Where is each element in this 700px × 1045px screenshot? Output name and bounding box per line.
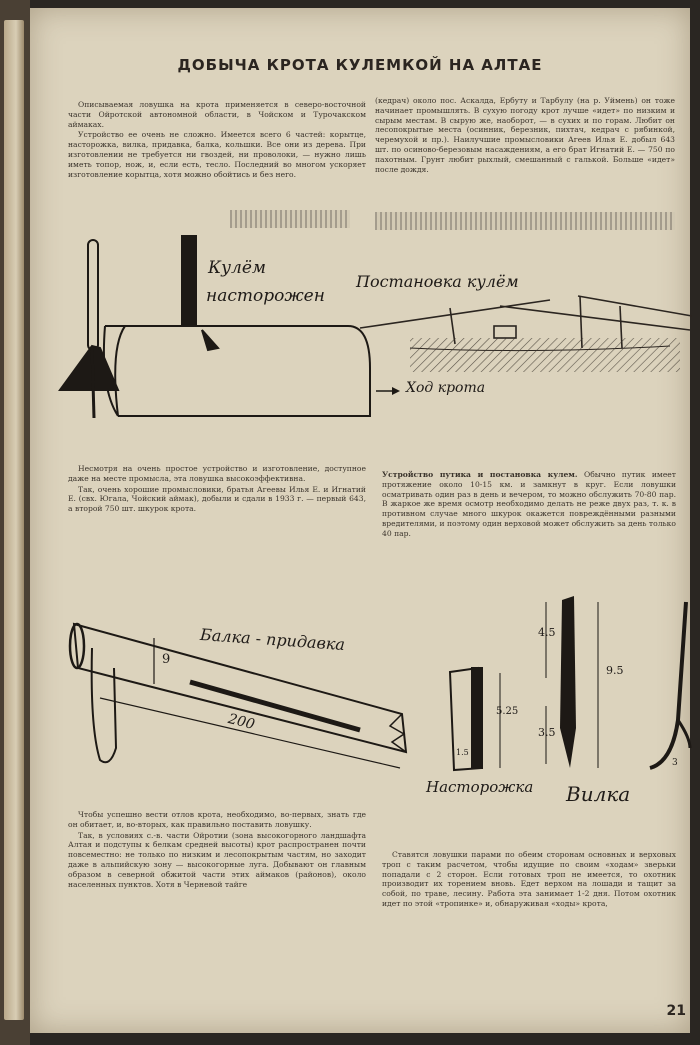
book-binding bbox=[0, 0, 30, 1045]
intro-right-p1: (кедрач) около пос. Аскалда, Ербуту и Тарбулу (на р. Уймень) он тоже начинает промышлять. В сухую погоду крот лучше «идет» по низким и сырым местам. В сырую же, наоборот, — в сухих и по горам. Любит он лесопокрытые места (осинник, березник, пихтач, кедрач с рябинкой, черемухой и пр.). Наилучшие промысловики Агеев Илья Е. добыл 643 шт. по осиново-березовым насаждениям, а его брат Игнатий Е. — 750 по пахотным. Грунт любит рыхлый, смешанный с галькой. Больше «идет» после дождя. bbox=[375, 96, 675, 174]
page-title: ДОБЫЧА КРОТА КУЛЕМКОЙ НА АЛТАЕ bbox=[177, 56, 543, 74]
mid-left-p2: Так, очень хорошие промысловики, братья Агеевы Илья Е. и Игнатий Е. (свх. Югала, Чойский аймак), добыли и сдали в 1933 г. — первый 643, а второй 750 шт. шкурок крота. bbox=[68, 484, 366, 514]
label-kulem-nastorozhen-1: Кулём bbox=[208, 258, 266, 278]
label-nastorozhka: Насторожка bbox=[426, 778, 534, 796]
label-khod-krota: Ход крота bbox=[406, 380, 486, 396]
intro-left-p2: Устройство ее очень не сложно. Имеется всего 6 частей: корытце, насторожка, вилка, придавка, балка, кольшки. Все они из дерева. При изготовлении не требуется ни гвоздей, ни проволоки, — нужно лишь иметь топор, нож, и, если есть, тесло. Последний во многом ускоряет изготовление корытца, хотя можно обойтись и без него. bbox=[68, 130, 366, 179]
label-kulem-nastorozhen-2: насторожен bbox=[206, 286, 325, 306]
bottom-left-column bbox=[68, 810, 366, 890]
bottom-left-p1: Чтобы успешно вести отлов крота, необходимо, во-первых, знать где он обитает, и, во-вторых, как правильно поставить ловушку. bbox=[68, 810, 366, 829]
label-postanovka: Постановка кулём bbox=[356, 272, 519, 291]
bottom-right-p1: Ставятся ловушки парами по обеим сторонам основных и верховых троп с таким расчетом, чтобы идущие по своим «ходам» зверьки попадали с 2 сторон. Если готовых троп не имеется, то охотник производит их торением вновь. Едет верхом на лошади и тащит за собой, по траве, лесину. Работа эта занимает 1-2 дня. Потом охотник идет по этой «тропинке» и, обнаруживая «ходы» крота, bbox=[382, 850, 676, 908]
dim-525: 5.25 bbox=[496, 706, 519, 717]
dim-35: 3.5 bbox=[538, 726, 556, 739]
bottom-right-column bbox=[382, 850, 676, 910]
page-number: 21 bbox=[666, 1003, 686, 1019]
mid-left-p1: Несмотря на очень простое устройство и изготовление, доступное даже на месте промысла, эта ловушка высокоэффективна. bbox=[68, 464, 366, 483]
bottom-left-p2: Так, в условиях с.-в. части Ойротии (зона высокогорного ландшафта Алтая и подступы к белкам средней высоты) крот распространен почти повсеместно: не только по низким и лесопокрытым частям, но заходит даже в альпийскую зону — высокогорные луга. Добывают он главным образом в северной обжитой части этих аймаков (районов), около населенных пунктов. Хотя в Черневой тайге bbox=[68, 830, 366, 889]
dim-3: 3 bbox=[672, 758, 678, 768]
dim-15: 1.5 bbox=[456, 748, 469, 757]
dim-95: 9.5 bbox=[606, 664, 624, 677]
parts-drawing bbox=[30, 8, 690, 808]
intro-left-p1: Описываемая ловушка на крота применяется в северо-восточной части Ойротской автономной области, в Чойском и Турочакском аймаках. bbox=[68, 100, 366, 129]
page bbox=[30, 8, 690, 1033]
label-vilka: Вилка bbox=[566, 782, 631, 806]
mid-right-body: Обычно путик имеет протяжение около 10-15 км. и замкнут в круг. Если ловушки осматривать один раз в день и вечером, то можно обслужить 70-80 пар. В жаркое же время осмотр необходимо делать не реже двух раз, т. к. в противном случае много шкурок окажется повреждёнными разными вредителями, и поэтому один верховой может обслужить за день только 40 пар. bbox=[382, 470, 677, 538]
dim-9: 9 bbox=[162, 652, 171, 667]
label-balka: Балка - придавка bbox=[199, 624, 346, 655]
previous-page-edge bbox=[4, 20, 24, 1020]
mid-right-lead: Устройство путика и постановка кулем. bbox=[382, 470, 578, 479]
dim-45: 4.5 bbox=[538, 626, 556, 639]
dim-200: 200 bbox=[226, 711, 257, 733]
